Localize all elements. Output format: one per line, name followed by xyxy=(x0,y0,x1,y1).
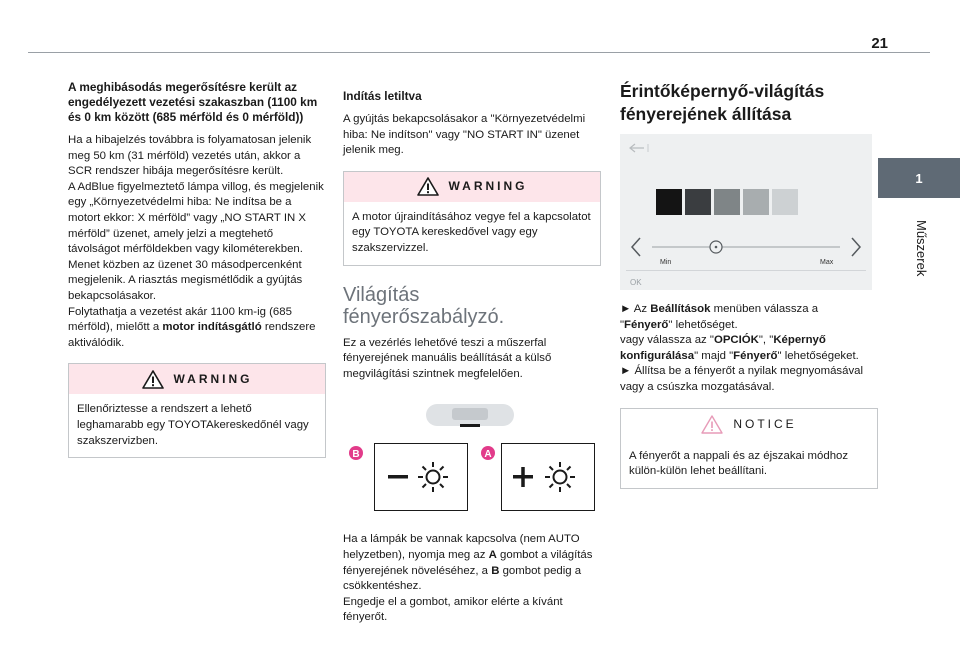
slider-max-label: Max xyxy=(820,259,834,266)
warning-text: A motor újraindításához vegye fel a kapcsolatot egy TOYOTA kereskedővel vagy egy szakszervizzel. xyxy=(352,210,591,254)
column-2 xyxy=(343,80,601,626)
dimmer-buttons-illustration xyxy=(343,396,601,512)
instruction-line: ► Állítsa be a fényerőt a nyilak megnyomásával vagy a csúszka mozgatásával. xyxy=(620,365,864,393)
dimmer-increase-button[interactable] xyxy=(501,443,595,511)
warning-text: Ellenőriztesse a rendszert a lehető leghamarabb egy TOYOTAkereskedőnél vagy szakszervizben. xyxy=(77,403,309,447)
svg-text:B: B xyxy=(352,449,360,461)
section-heading: A meghibásodás megerősítésre került az engedélyezett vezetési szakaszban (1100 km és 0 km között (685 mérföld és 0 mérföld)) xyxy=(68,80,318,124)
brightness-swatch[interactable] xyxy=(743,189,769,215)
paragraph: Ha a lámpák be vannak kapcsolva (nem AUTO helyzetben), nyomja meg az A gombot a világítás fényerejének növeléséhez, a B gombot pedig a csökkentéshez. xyxy=(343,533,593,593)
brightness-swatch[interactable] xyxy=(772,189,798,215)
warning-box xyxy=(343,171,601,266)
notice-triangle-icon xyxy=(701,415,723,434)
warning-triangle-icon xyxy=(142,370,164,389)
brightness-swatch[interactable] xyxy=(685,189,711,215)
brightness-slider[interactable] xyxy=(620,232,872,266)
paragraph: A AdBlue figyelmeztető lámpa villog, és megjelenik egy „Környezetvédelmi hiba: Ne indítsa be a motort ekkor: X mérföld” vagy „NO START IN X mérföld” üzenet, amely jelzi a megtehető távolságot mérföldekben vagy kilométerekben. xyxy=(68,180,324,256)
section-title: Érintőképernyő-világítás fényerejének állítása xyxy=(620,81,825,124)
notice-text: A fényerőt a nappali és az éjszakai módhoz külön-külön lehet beállítani. xyxy=(629,449,849,478)
paragraph: Ha a hibajelzés továbbra is folyamatosan jelenik meg 50 km (31 mérföld) vezetés után, akkor a SCR rendszer hibája megerősítésre került. xyxy=(68,134,312,178)
warning-header xyxy=(69,364,325,394)
plus-brightness-icon xyxy=(502,444,596,512)
warning-triangle-icon xyxy=(417,177,439,196)
warning-title: WARNING xyxy=(448,178,528,193)
minus-brightness-icon xyxy=(375,444,469,512)
notice-header xyxy=(621,409,877,441)
slider-min-label: Min xyxy=(660,259,672,266)
ok-button[interactable]: OK xyxy=(630,278,642,287)
brightness-swatch[interactable] xyxy=(656,189,682,215)
paragraph: A gyújtás bekapcsolásakor a "Környezetvédelmi hiba: Ne indítson" vagy "NO START IN" üzenet jelenik meg. xyxy=(343,113,586,157)
paragraph: Engedje el a gombot, amikor elérte a kívánt fényerőt. xyxy=(343,595,563,624)
warning-title: WARNING xyxy=(173,371,253,386)
column-3 xyxy=(620,80,878,489)
instruction-line: vagy válassza az "OPCIÓK", "Képernyő konfigurálása" majd "Fényerő" lehetőségeket. xyxy=(620,334,859,362)
notice-box xyxy=(620,408,878,489)
back-arrow-icon xyxy=(628,142,650,154)
header-rule xyxy=(28,52,930,53)
warning-header xyxy=(344,172,600,202)
instruction-line: ► Az Beállítások menüben válassza a xyxy=(620,303,819,315)
page-number: 21 xyxy=(871,35,888,52)
section-heading: Indítás letiltva xyxy=(343,89,422,103)
brightness-swatch[interactable] xyxy=(714,189,740,215)
screen-divider xyxy=(626,270,866,271)
label-a-marker xyxy=(481,446,495,460)
label-b-marker xyxy=(349,446,363,460)
dashboard-icon xyxy=(424,400,516,430)
brightness-screen-illustration xyxy=(620,134,872,290)
paragraph: Menet közben az üzenet 30 másodpercenként megjelenik. A riasztás megismétlődik a gyújtás bekapcsolásakor. xyxy=(68,258,303,302)
instruction-line: "Fényerő" lehetőséget. xyxy=(620,318,738,331)
svg-text:A: A xyxy=(484,449,492,461)
dimmer-decrease-button[interactable] xyxy=(374,443,468,511)
chapter-tab[interactable]: 1 xyxy=(878,158,960,198)
chapter-label: Műszerek xyxy=(914,220,929,277)
chapter-sidebar xyxy=(878,92,960,302)
paragraph: Folytathatja a vezetést akár 1100 km-ig (685 mérföld), mielőtt a motor indításgátló rendszere aktiválódik. xyxy=(68,305,316,349)
swatch-row xyxy=(656,189,798,215)
section-title: Világítás fényerőszabályzó. xyxy=(343,283,505,328)
column-1 xyxy=(68,80,326,458)
paragraph: Ez a vezérlés lehetővé teszi a műszerfal fényerejének manuális beállítását a külső megvilágítási szintnek megfelelően. xyxy=(343,336,552,380)
notice-title: NOTICE xyxy=(733,416,797,431)
warning-box xyxy=(68,363,326,458)
